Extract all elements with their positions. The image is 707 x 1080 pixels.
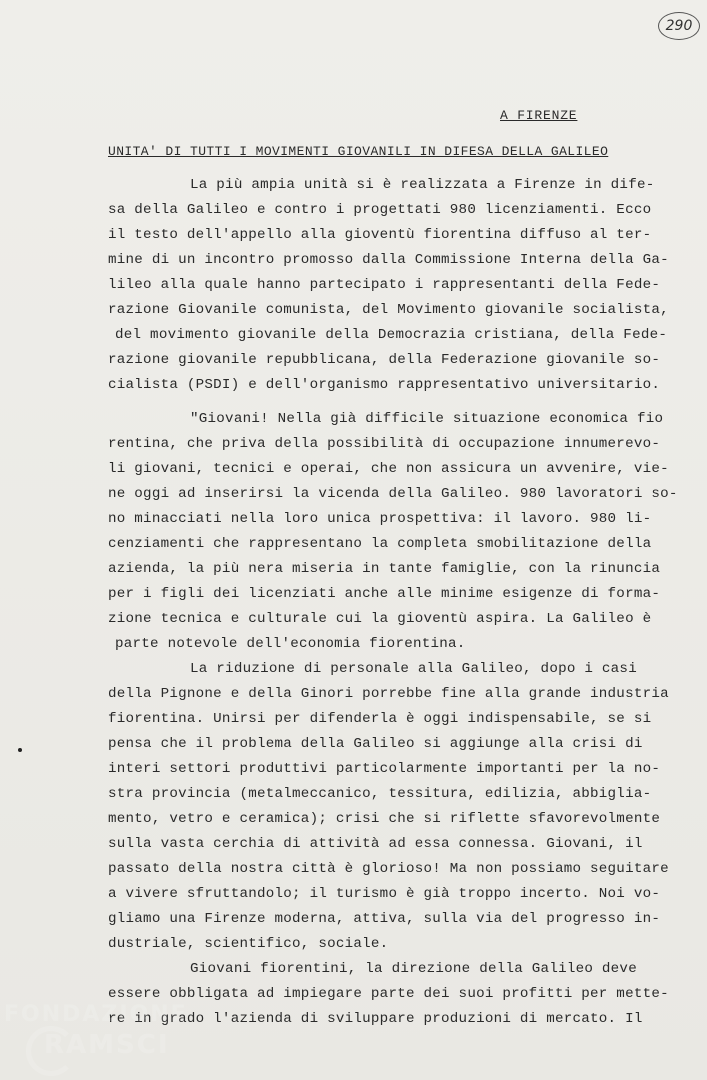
location-heading: A FIRENZE	[500, 108, 578, 123]
text-line: del movimento giovanile della Democrazia cristiana, della Fede-	[115, 327, 668, 343]
text-line: fiorentina. Unirsi per difenderla è oggi indispensabile, se si	[108, 711, 652, 727]
text-line: re in grado l'azienda di sviluppare produzioni di mercato. Il	[108, 1011, 643, 1027]
text-line: La riduzione di personale alla Galileo, dopo i casi	[190, 661, 637, 677]
text-line: La più ampia unità si è realizzata a Firenze in dife-	[190, 177, 655, 193]
text-line: no minacciati nella loro unica prospettiva: il lavoro. 980 li-	[108, 511, 652, 527]
text-line: dustriale, scientifico, sociale.	[108, 936, 389, 952]
page-number: 290	[658, 12, 700, 40]
text-line: mine di un incontro promosso dalla Commissione Interna della Ga-	[108, 252, 669, 268]
text-line: gliamo una Firenze moderna, attiva, sulla via del progresso in-	[108, 911, 661, 927]
text-line: razione giovanile repubblicana, della Federazione giovanile so-	[108, 352, 661, 368]
text-line: razione Giovanile comunista, del Movimento giovanile socialista,	[108, 302, 669, 318]
watermark-top-text: FONDAZIONE	[4, 1002, 188, 1027]
text-line: cialista (PSDI) e dell'organismo rappresentativo universitario.	[108, 377, 661, 393]
text-line: sulla vasta cerchia di attività ad essa connessa. Giovani, il	[108, 836, 643, 852]
text-line: interi settori produttivi particolarmente importanti per la no-	[108, 761, 661, 777]
text-line: lileo alla quale hanno partecipato i rappresentanti della Fede-	[108, 277, 661, 293]
text-line: ne oggi ad inserirsi la vicenda della Galileo. 980 lavoratori so-	[108, 486, 678, 502]
text-line: il testo dell'appello alla gioventù fiorentina diffuso al ter-	[108, 227, 652, 243]
archive-watermark	[4, 1002, 204, 1078]
text-line: pensa che il problema della Galileo si aggiunge alla crisi di	[108, 736, 643, 752]
text-line: cenziamenti che rappresentano la completa smobilitazione della	[108, 536, 652, 552]
text-line: "Giovani! Nella già difficile situazione economica fio	[190, 411, 664, 427]
text-line: essere obbligata ad impiegare parte dei suoi profitti per mette-	[108, 986, 669, 1002]
text-line: per i figli dei licenziati anche alle minime esigenze di forma-	[108, 586, 661, 602]
document-title: UNITA' DI TUTTI I MOVIMENTI GIOVANILI IN DIFESA DELLA GALILEO	[108, 144, 609, 159]
text-line: della Pignone e della Ginori porrebbe fine alla grande industria	[108, 686, 669, 702]
text-line: zione tecnica e culturale cui la gioventù aspira. La Galileo è	[108, 611, 652, 627]
text-line: sa della Galileo e contro i progettati 980 licenziamenti. Ecco	[108, 202, 652, 218]
text-line: li giovani, tecnici e operai, che non assicura un avvenire, vie-	[108, 461, 669, 477]
margin-mark	[18, 748, 22, 752]
text-line: a vivere sfruttandolo; il turismo è già troppo incerto. Noi vo-	[108, 886, 661, 902]
text-line: mento, vetro e ceramica); crisi che si riflette sfavorevolmente	[108, 811, 661, 827]
watermark-bottom-text: RAMSCI	[44, 1030, 170, 1060]
text-line: passato della nostra città è glorioso! Ma non possiamo seguitare	[108, 861, 669, 877]
text-line: Giovani fiorentini, la direzione della Galileo deve	[190, 961, 637, 977]
text-line: stra provincia (metalmeccanico, tessitura, edilizia, abbiglia-	[108, 786, 652, 802]
text-line: rentina, che priva della possibilità di occupazione innumerevo-	[108, 436, 661, 452]
text-line: parte notevole dell'economia fiorentina.	[115, 636, 466, 652]
text-line: azienda, la più nera miseria in tante famiglie, con la rinuncia	[108, 561, 661, 577]
